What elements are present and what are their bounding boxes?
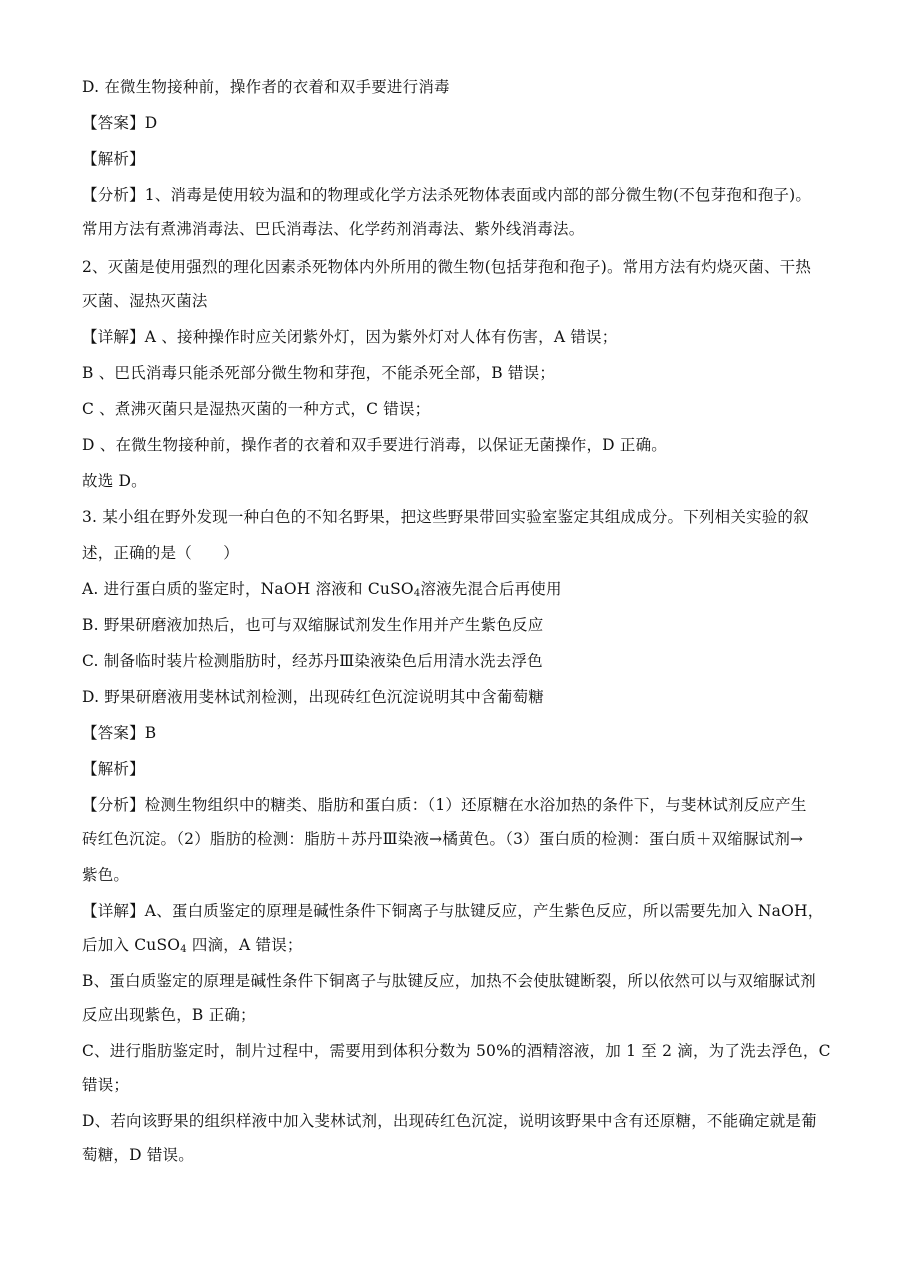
detail-text-line: 【详解】A、蛋白质鉴定的原理是碱性条件下铜离子与肽键反应，产生紫色反应，所以需要先加入 NaOH， — [82, 902, 824, 920]
detail-text-line: D、若向该野果的组织样液中加入斐林试剂，出现砖红色沉淀，说明该野果中含有还原糖，不能确定就是葡 — [82, 1112, 817, 1130]
option-d: D. 野果研磨液用斐林试剂检测，出现砖红色沉淀说明其中含葡萄糖 — [82, 688, 544, 706]
detail-text-line: 萄糖，D 错误。 — [82, 1146, 194, 1164]
analysis-text-line: 灭菌、湿热灭菌法 — [82, 292, 208, 310]
detail-text-line: C 、煮沸灭菌只是湿热灭菌的一种方式，C 错误； — [82, 400, 431, 418]
detail-text-tail: 四滴，A 错误； — [186, 936, 303, 954]
option-a-tail: 溶液先混合后再使用 — [420, 580, 562, 598]
analysis-text-line: 常用方法有煮沸消毒法、巴氏消毒法、化学药剂消毒法、紫外线消毒法。 — [82, 220, 585, 238]
analysis-text-line: 【分析】1、消毒是使用较为温和的物理或化学方法杀死物体表面或内部的部分微生物(不包芽孢和孢子)。 — [82, 186, 812, 204]
detail-text-line: D 、在微生物接种前，操作者的衣着和双手要进行消毒，以保证无菌操作，D 正确。 — [82, 436, 668, 454]
choice-line: 故选 D。 — [82, 472, 147, 490]
detail-text-line: 错误； — [82, 1076, 130, 1094]
detail-text-line — [82, 934, 822, 956]
answer-label-q2: 【答案】D — [82, 114, 158, 132]
question-3-stem: 3. 某小组在野外发现一种白色的不知名野果，把这些野果带回实验室鉴定其组成成分。下列相关实验的叙 — [82, 508, 809, 526]
analysis-text-line: 紫色。 — [82, 866, 130, 884]
subscript-4: 4 — [180, 944, 187, 955]
option-c: C. 制备临时装片检测脂肪时，经苏丹Ⅲ染液染色后用清水洗去浮色 — [82, 652, 543, 670]
analysis-text-line: 2、灭菌是使用强烈的理化因素杀死物体内外所用的微生物(包括芽孢和孢子)。常用方法有灼烧灭菌、干热 — [82, 258, 812, 276]
detail-text-line: B、蛋白质鉴定的原理是碱性条件下铜离子与肽键反应，加热不会使肽键断裂，所以依然可以与双缩脲试剂 — [82, 972, 816, 990]
option-a-text: A. 进行蛋白质的鉴定时，NaOH 溶液和 CuSO — [82, 580, 414, 598]
analysis-text-line: 砖红色沉淀。（2）脂肪的检测：脂肪＋苏丹Ⅲ染液→橘黄色。（3）蛋白质的检测：蛋白质＋双缩脲试剂→ — [82, 830, 804, 848]
detail-text-line: C、进行脂肪鉴定时，制片过程中，需要用到体积分数为 50%的酒精溶液，加 1 至 2 滴，为了洗去浮色，C — [82, 1042, 831, 1060]
option-b: B. 野果研磨液加热后，也可与双缩脲试剂发生作用并产生紫色反应 — [82, 616, 544, 634]
subscript-4: 4 — [413, 588, 421, 599]
analysis-heading-q3: 【解析】 — [82, 760, 145, 778]
option-a — [82, 578, 822, 600]
detail-text-head: 后加入 CuSO — [82, 936, 181, 954]
detail-text-line: 【详解】A 、接种操作时应关闭紫外灯，因为紫外灯对人体有伤害，A 错误； — [82, 328, 618, 346]
answer-label-q3: 【答案】B — [82, 724, 157, 742]
detail-text-line: B 、巴氏消毒只能杀死部分微生物和芽孢，不能杀死全部，B 错误； — [82, 364, 556, 382]
option-d-prev: D. 在微生物接种前，操作者的衣着和双手要进行消毒 — [82, 78, 450, 96]
analysis-heading-q2: 【解析】 — [82, 150, 145, 168]
question-3-stem: 述，正确的是（ ） — [82, 544, 240, 562]
detail-text-line: 反应出现紫色，B 正确； — [82, 1006, 256, 1024]
analysis-text-line: 【分析】检测生物组织中的糖类、脂肪和蛋白质：（1）还原糖在水浴加热的条件下，与斐林试剂反应产生 — [82, 796, 807, 814]
